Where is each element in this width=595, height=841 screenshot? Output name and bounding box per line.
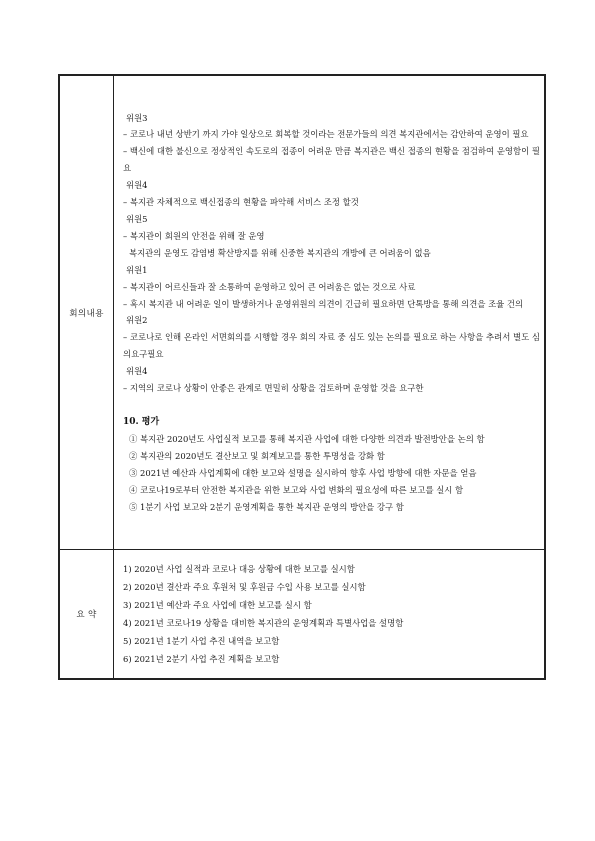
opinion-line: 복지관의 운영도 감염병 확산방지를 위해 신중한 복지관의 개방에 큰 어려움이 없음	[129, 247, 431, 258]
meeting-content-label: 회의내용	[60, 76, 114, 550]
spacer	[117, 397, 540, 413]
summary-cell	[114, 550, 545, 679]
meeting-content-row	[60, 76, 545, 550]
meeting-content-cell	[114, 76, 545, 550]
evaluation-heading: 10. 평가	[123, 416, 160, 427]
opinion-line: 위원3	[126, 112, 148, 123]
evaluation-item: ⑤ 1분기 사업 보고와 2분기 운영계획을 통한 복지관 운영의 방안을 강구 함	[129, 501, 404, 512]
evaluation-item: ④ 코로나19로부터 안전한 복지관을 위한 보고와 사업 변화의 필요성에 따른 보고를 실시 함	[129, 484, 464, 495]
evaluation-list	[117, 431, 540, 516]
evaluation-item: ① 복지관 2020년도 사업실적 보고를 통해 복지관 사업에 대한 다양한 의견과 발전방안을 논의 함	[129, 433, 485, 444]
opinion-line: 위원4	[126, 180, 148, 191]
opinion-line: – 복지관이 어르신들과 잘 소통하여 운영하고 있어 큰 어려움은 없는 것으로 사료	[123, 281, 416, 292]
opinion-line: – 코로나 내년 상반기 까지 가야 일상으로 회복할 것이라는 전문가들의 의견 복지관에서는 감안하여 운영이 필요	[123, 129, 529, 140]
opinion-line: – 지역의 코로나 상황이 안좋은 관계로 면밀히 상황을 검토하며 운영할 것을 요구한	[123, 383, 424, 394]
opinion-line: 위원5	[126, 213, 148, 224]
opinion-line: – 복지관 자체적으로 백신접종의 현황을 파악해 서비스 조정 할것	[123, 197, 359, 208]
opinion-line: – 백신에 대한 불신으로 정상적인 속도로의 접종이 어려운 만큼 복지관은 백신 접종의 현황을 점검하여 운영함이 필요	[123, 146, 540, 174]
opinion-line: 위원1	[126, 264, 148, 275]
summary-item: 4) 2021년 코로나19 상황을 대비한 복지관의 운영계획과 특별사업을 설명함	[123, 618, 404, 628]
summary-item: 2) 2020년 결산과 주요 후원처 및 후원금 수입 사용 보고를 실시함	[123, 582, 366, 592]
opinion-line: – 혹시 복지관 내 어려운 일이 발생하거나 운영위원의 의견이 긴급히 필요하면 단톡방을 통해 의견을 조율 건의	[123, 298, 524, 309]
opinion-line: 위원4	[126, 366, 148, 377]
summary-item: 3) 2021년 예산과 주요 사업에 대한 보고를 실시 함	[123, 600, 312, 610]
summary-item: 1) 2020년 사업 실적과 코로나 대응 상황에 대한 보고를 실시함	[123, 564, 355, 574]
summary-label: 요 약	[60, 550, 114, 679]
summary-row	[60, 550, 545, 679]
member-opinions	[117, 110, 540, 397]
opinion-line: – 복지관이 회원의 안전을 위해 잘 운영	[123, 230, 265, 241]
opinion-line: – 코로나로 인해 온라인 서면회의를 시행할 경우 회의 자료 중 심도 있는 논의를 필요로 하는 사항을 추려서 별도 심의요구필요	[123, 332, 540, 360]
summary-item: 6) 2021년 2분기 사업 추진 계획을 보고함	[123, 654, 280, 664]
evaluation-item: ③ 2021년 예산과 사업계획에 대한 보고와 설명을 실시하여 향후 사업 방향에 대한 자문을 얻음	[129, 467, 477, 478]
summary-list	[117, 560, 540, 668]
opinion-line: 위원2	[126, 315, 148, 326]
evaluation-item: ② 복지관의 2020년도 결산보고 및 회계보고를 통한 투명성을 강화 함	[129, 450, 385, 461]
summary-item: 5) 2021년 1분기 사업 추진 내역을 보고함	[123, 636, 280, 646]
minutes-table	[58, 74, 546, 680]
